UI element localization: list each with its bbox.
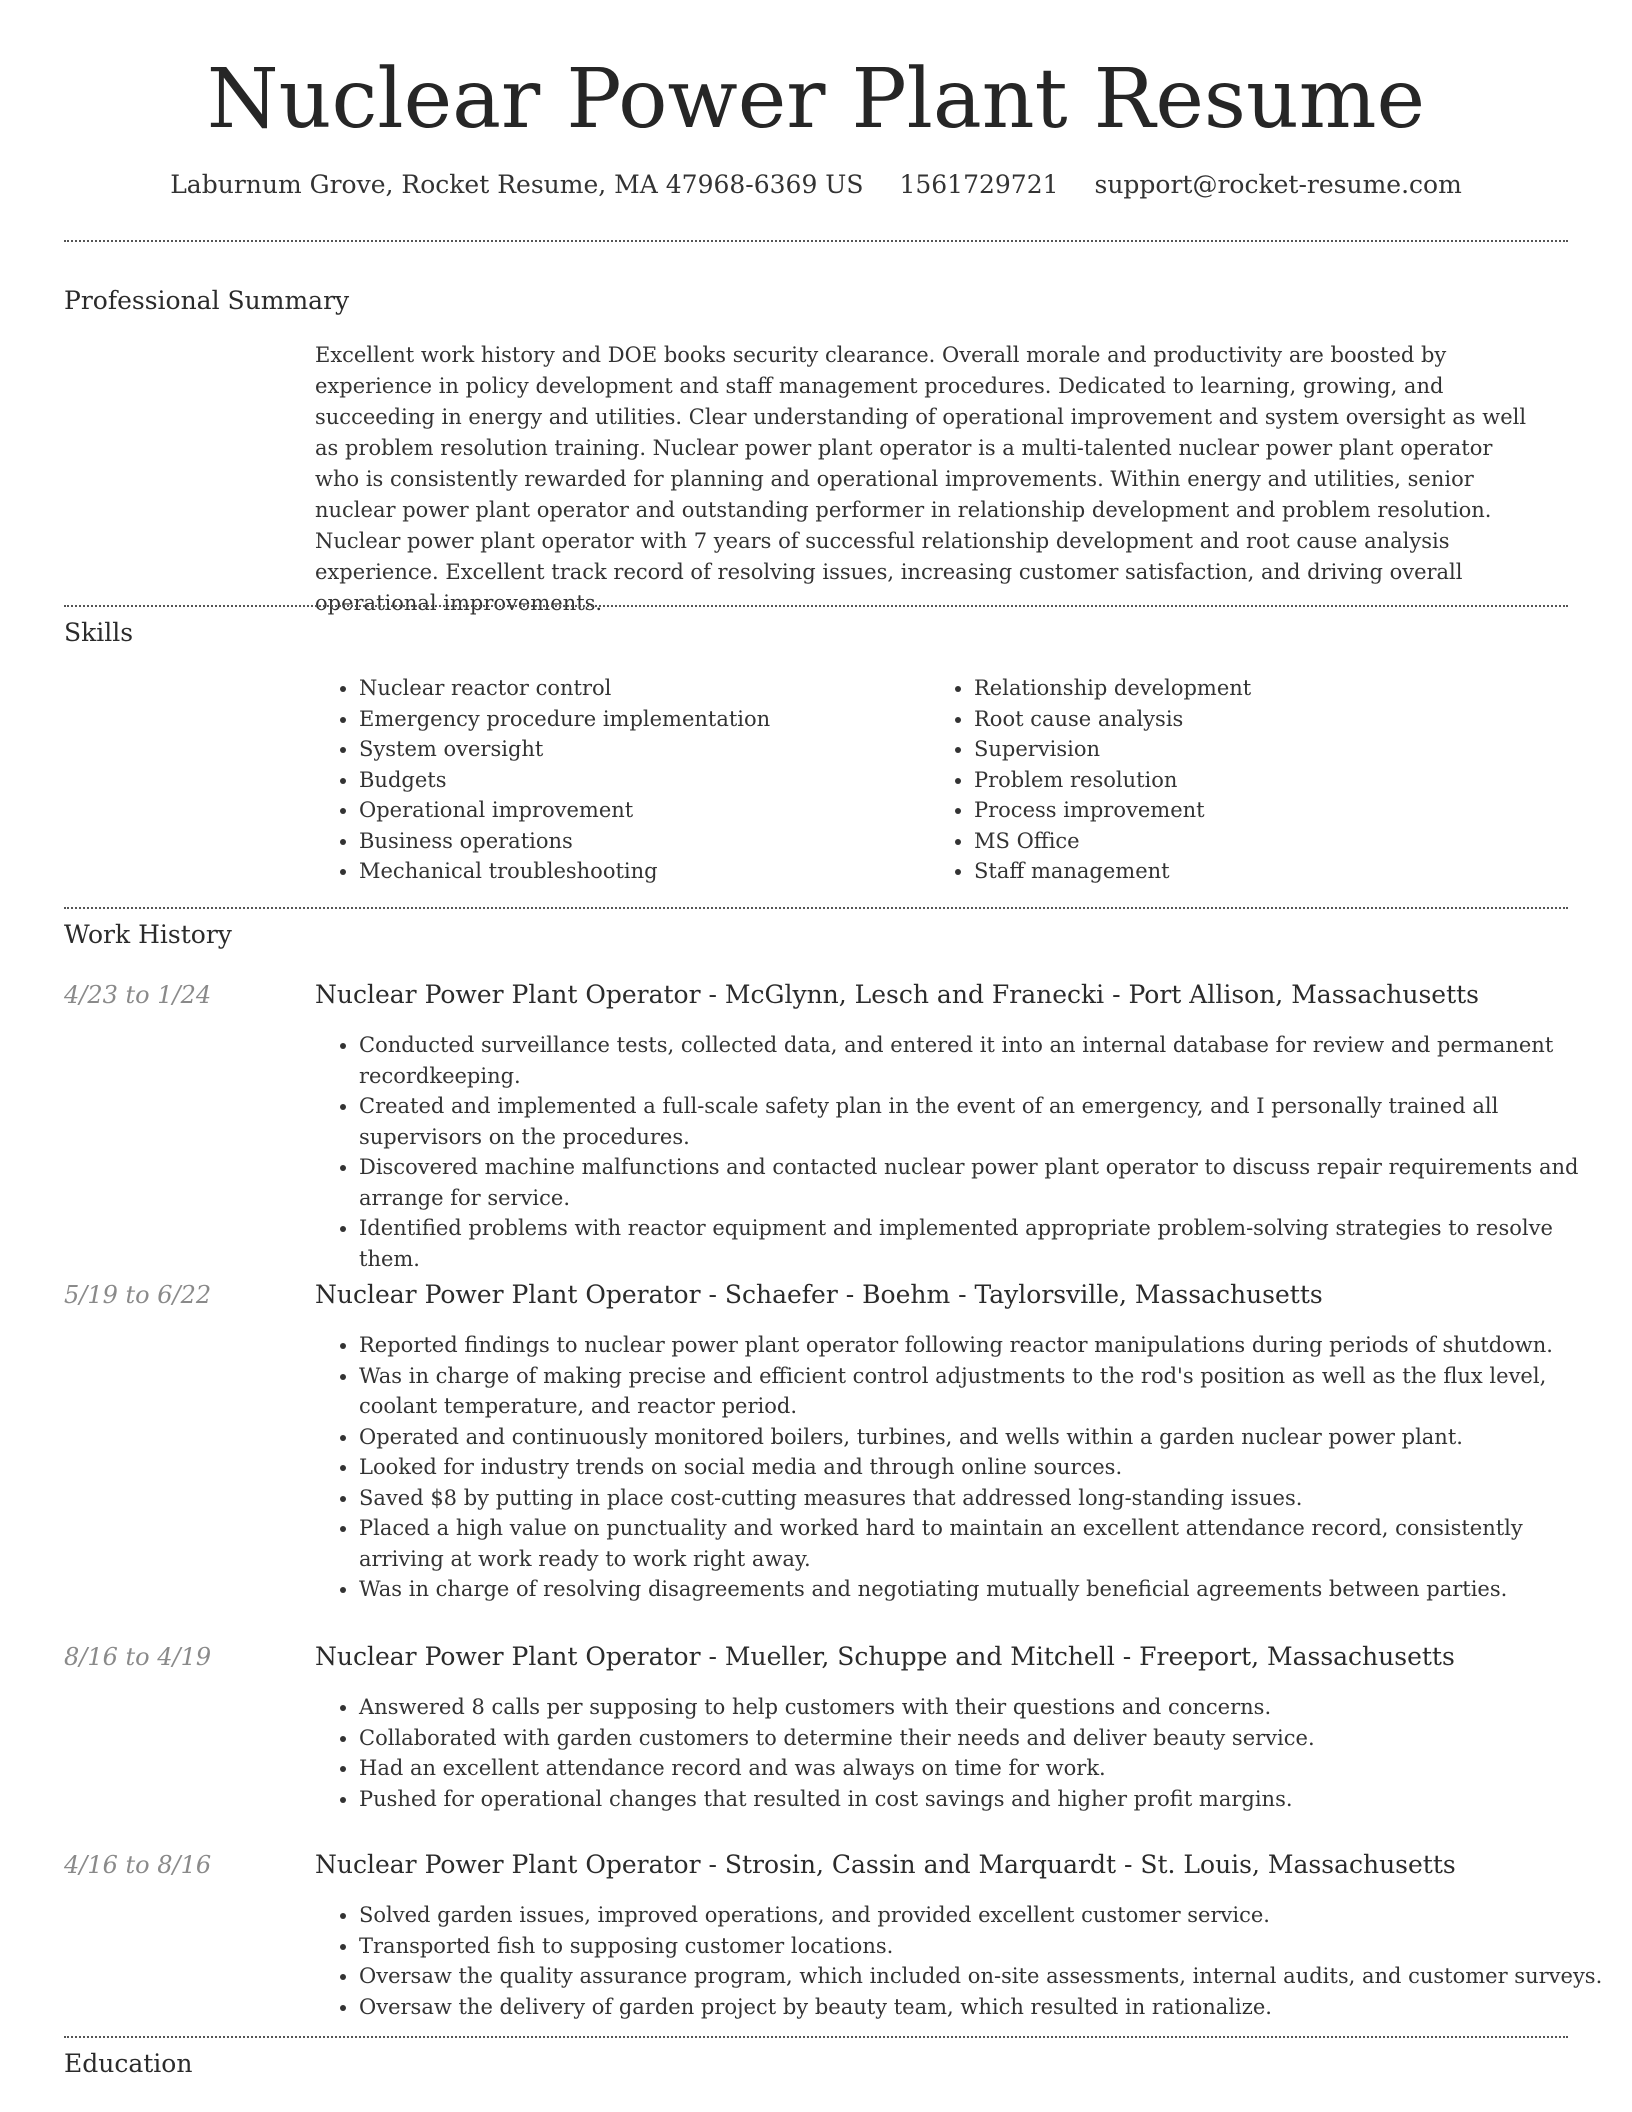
job-bullets (315, 1030, 1609, 1274)
divider (64, 240, 1568, 242)
job-bullet: • Pushed for operational changes that resulted in cost savings and higher profit margins. (359, 1784, 1609, 1815)
job-bullet: • Operated and continuously monitored boilers, turbines, and wells within a garden nuclear power plant. (359, 1422, 1609, 1453)
skills-list-left (315, 673, 919, 887)
summary-heading: Professional Summary (64, 286, 350, 315)
job-bullets (315, 1330, 1609, 1605)
divider (64, 907, 1568, 909)
job-bullet: • Had an excellent attendance record and was always on time for work. (359, 1753, 1609, 1784)
skill-item: • Mechanical troubleshooting (359, 856, 919, 887)
job-title: Nuclear Power Plant Operator - Strosin, Cassin and Marquardt - St. Louis, Massachusetts (315, 1850, 1456, 1879)
job-bullet: • Transported fish to supposing customer locations. (359, 1931, 1609, 1962)
job-bullet: • Answered 8 calls per supposing to help customers with their questions and concerns. (359, 1692, 1609, 1723)
job-bullet: • Was in charge of resolving disagreements and negotiating mutually beneficial agreements between parties. (359, 1574, 1609, 1605)
divider (64, 605, 1568, 607)
skill-item: • Business operations (359, 826, 919, 857)
job-bullet: • Was in charge of making precise and efficient control adjustments to the rod's position as well as the flux level, coolant temperature, and reactor period. (359, 1361, 1609, 1422)
job-bullet: • Created and implemented a full-scale safety plan in the event of an emergency, and I personally trained all supervisors on the procedures. (359, 1091, 1609, 1152)
skill-item: • System oversight (359, 734, 919, 765)
phone: 1561729721 (899, 170, 1059, 199)
job-title: Nuclear Power Plant Operator - Schaefer - Boehm - Taylorsville, Massachusetts (315, 1280, 1323, 1309)
job-bullet: • Oversaw the quality assurance program, which included on-site assessments, internal audits, and customer surveys. (359, 1961, 1609, 1992)
job-bullet: • Conducted surveillance tests, collected data, and entered it into an internal database for review and permanent recordkeeping. (359, 1030, 1609, 1091)
skills-heading: Skills (64, 618, 134, 647)
education-heading: Education (64, 2049, 193, 2078)
job-bullet: • Solved garden issues, improved operations, and provided excellent customer service. (359, 1900, 1609, 1931)
summary-text: Excellent work history and DOE books security clearance. Overall morale and productivity are boosted by experience in policy development and staff management procedures. Dedicated to learning, growing, and succeeding in energy and utilities. Clear understanding of operational improvement and system oversight as well as problem resolution training. Nuclear power plant operator is a multi-talented nuclear power plant operator who is consistently rewarded for planning and operational improvements. Within energy and utilities, senior nuclear power plant operator and outstanding performer in relationship development and problem resolution. Nuclear power plant operator with 7 years of successful relationship development and root cause analysis experience. Excellent track record of resolving issues, increasing customer satisfaction, and driving overall operational improvements. (315, 343, 1527, 615)
job-bullet: • Saved $8 by putting in place cost-cutting measures that addressed long-standing issues. (359, 1483, 1609, 1514)
job-bullet: • Placed a high value on punctuality and worked hard to maintain an excellent attendance record, consistently arriving at work ready to work right away. (359, 1513, 1609, 1574)
job-bullet: • Collaborated with garden customers to determine their needs and deliver beauty service. (359, 1723, 1609, 1754)
skill-item: • Emergency procedure implementation (359, 704, 919, 735)
skill-item: • Relationship development (974, 673, 1534, 704)
email: support@rocket-resume.com (1094, 170, 1462, 199)
job-bullet: • Discovered machine malfunctions and contacted nuclear power plant operator to discuss repair requirements and arrange for service. (359, 1152, 1609, 1213)
skill-item: • Root cause analysis (974, 704, 1534, 735)
contact-line (0, 168, 1632, 202)
job-bullet: • Looked for industry trends on social media and through online sources. (359, 1452, 1609, 1483)
skill-item: • Problem resolution (974, 765, 1534, 796)
skill-item: • Staff management (974, 856, 1534, 887)
skill-item: • Process improvement (974, 795, 1534, 826)
work-heading: Work History (64, 920, 232, 949)
job-dates: 4/16 to 8/16 (64, 1851, 212, 1879)
skill-item: • MS Office (974, 826, 1534, 857)
skill-item: • Operational improvement (359, 795, 919, 826)
job-bullet: • Reported findings to nuclear power plant operator following reactor manipulations during periods of shutdown. (359, 1330, 1609, 1361)
skills-list-right (930, 673, 1534, 887)
job-dates: 4/23 to 1/24 (64, 981, 212, 1009)
job-bullets (315, 1900, 1609, 2022)
resume-title: Nuclear Power Plant Resume (206, 52, 1426, 147)
address: Laburnum Grove, Rocket Resume, MA 47968-6369 US (170, 170, 864, 199)
skill-item: • Supervision (974, 734, 1534, 765)
job-dates: 5/19 to 6/22 (64, 1281, 212, 1309)
job-dates: 8/16 to 4/19 (64, 1643, 212, 1671)
job-bullets (315, 1692, 1609, 1814)
job-bullet: • Oversaw the delivery of garden project by beauty team, which resulted in rationalize. (359, 1992, 1609, 2023)
job-title: Nuclear Power Plant Operator - McGlynn, Lesch and Franecki - Port Allison, Massachusetts (315, 980, 1480, 1009)
skill-item: • Budgets (359, 765, 919, 796)
job-title: Nuclear Power Plant Operator - Mueller, Schuppe and Mitchell - Freeport, Massachusetts (315, 1642, 1455, 1671)
divider (64, 2036, 1568, 2038)
skill-item: • Nuclear reactor control (359, 673, 919, 704)
job-bullet: • Identified problems with reactor equipment and implemented appropriate problem-solving strategies to resolve them. (359, 1213, 1609, 1274)
